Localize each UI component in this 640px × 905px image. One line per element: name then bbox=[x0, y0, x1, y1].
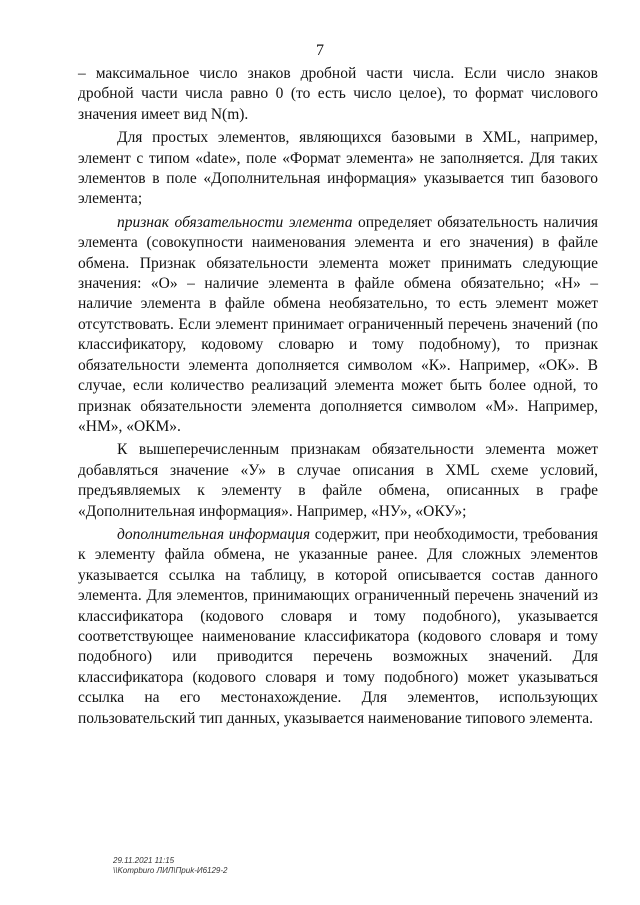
paragraph-simple-elements: Для простых элементов, являющихся базовыми в XML, например, элемент с типом «date», поле «Формат элемента» не заполняется. Для таких элементов в поле «Дополнительная информация» указывается тип базового элемента; bbox=[78, 129, 598, 208]
paragraph-additional-info bbox=[78, 525, 598, 729]
term-obligation-attribute: признак обязательности элемента bbox=[117, 213, 353, 231]
obligation-attribute-description: определяет обязательность наличия элемента (совокупности наименования элемента и его значения) в файле обмена. Признак обязательности элемента может принимать следующие значения: «О» – наличие элемента в файле обмена обязательно; «Н» – наличие элемента в файле обмена необязательно, то есть элемент может отсутствовать. Если элемент принимает ограниченный перечень значений (по классификатору, кодовому словарю и тому подобному), то признак обязательности элемента дополняется символом «К». Например, «ОК». В случае, если количество реализаций элемента может быть более одной, то признак обязательности элемента дополняется символом «М». Например, «НМ», «ОКМ». bbox=[78, 213, 598, 435]
footer-timestamp: 29.11.2021 11:15 bbox=[113, 856, 175, 865]
paragraph-condition-value: К вышеперечисленным признакам обязательности элемента может добавляться значение «У» в случае описания в XML схеме условий, предъявляемых к элементу в файле обмена, описанных в графе «Дополнительная информация». Например, «НУ», «ОКУ»; bbox=[78, 441, 598, 520]
paragraph-obligation-attribute bbox=[78, 213, 598, 437]
footer-stamp bbox=[113, 856, 227, 876]
document-body bbox=[78, 64, 598, 729]
page-number: 7 bbox=[316, 42, 324, 59]
term-additional-info: дополнительная информация bbox=[117, 525, 311, 543]
footer-file-path: \\Kompburo ЛИЛ\Приk-И6129-2 bbox=[113, 866, 228, 875]
paragraph-number-format: – максимальное число знаков дробной части числа. Если число знаков дробной части числа равно 0 (то есть число целое), то формат числового значения имеет вид N(m). bbox=[78, 65, 598, 123]
additional-info-description: содержит, при необходимости, требования к элементу файла обмена, не указанные ранее. Для сложных элементов указывается ссылка на таблицу, в которой описывается состав данного элемента. Для элементов, принимающих ограниченный перечень значений из классификатора (кодового словаря и тому подобного), указывается соответствующее наименование классификатора (кодового словаря и тому подобного) или приводится перечень возможных значений. Для классификатора (кодового словаря и тому подобного) может указываться ссылка на его местонахождение. Для элементов, использующих пользовательский тип данных, указывается наименование типового элемента. bbox=[78, 525, 598, 727]
